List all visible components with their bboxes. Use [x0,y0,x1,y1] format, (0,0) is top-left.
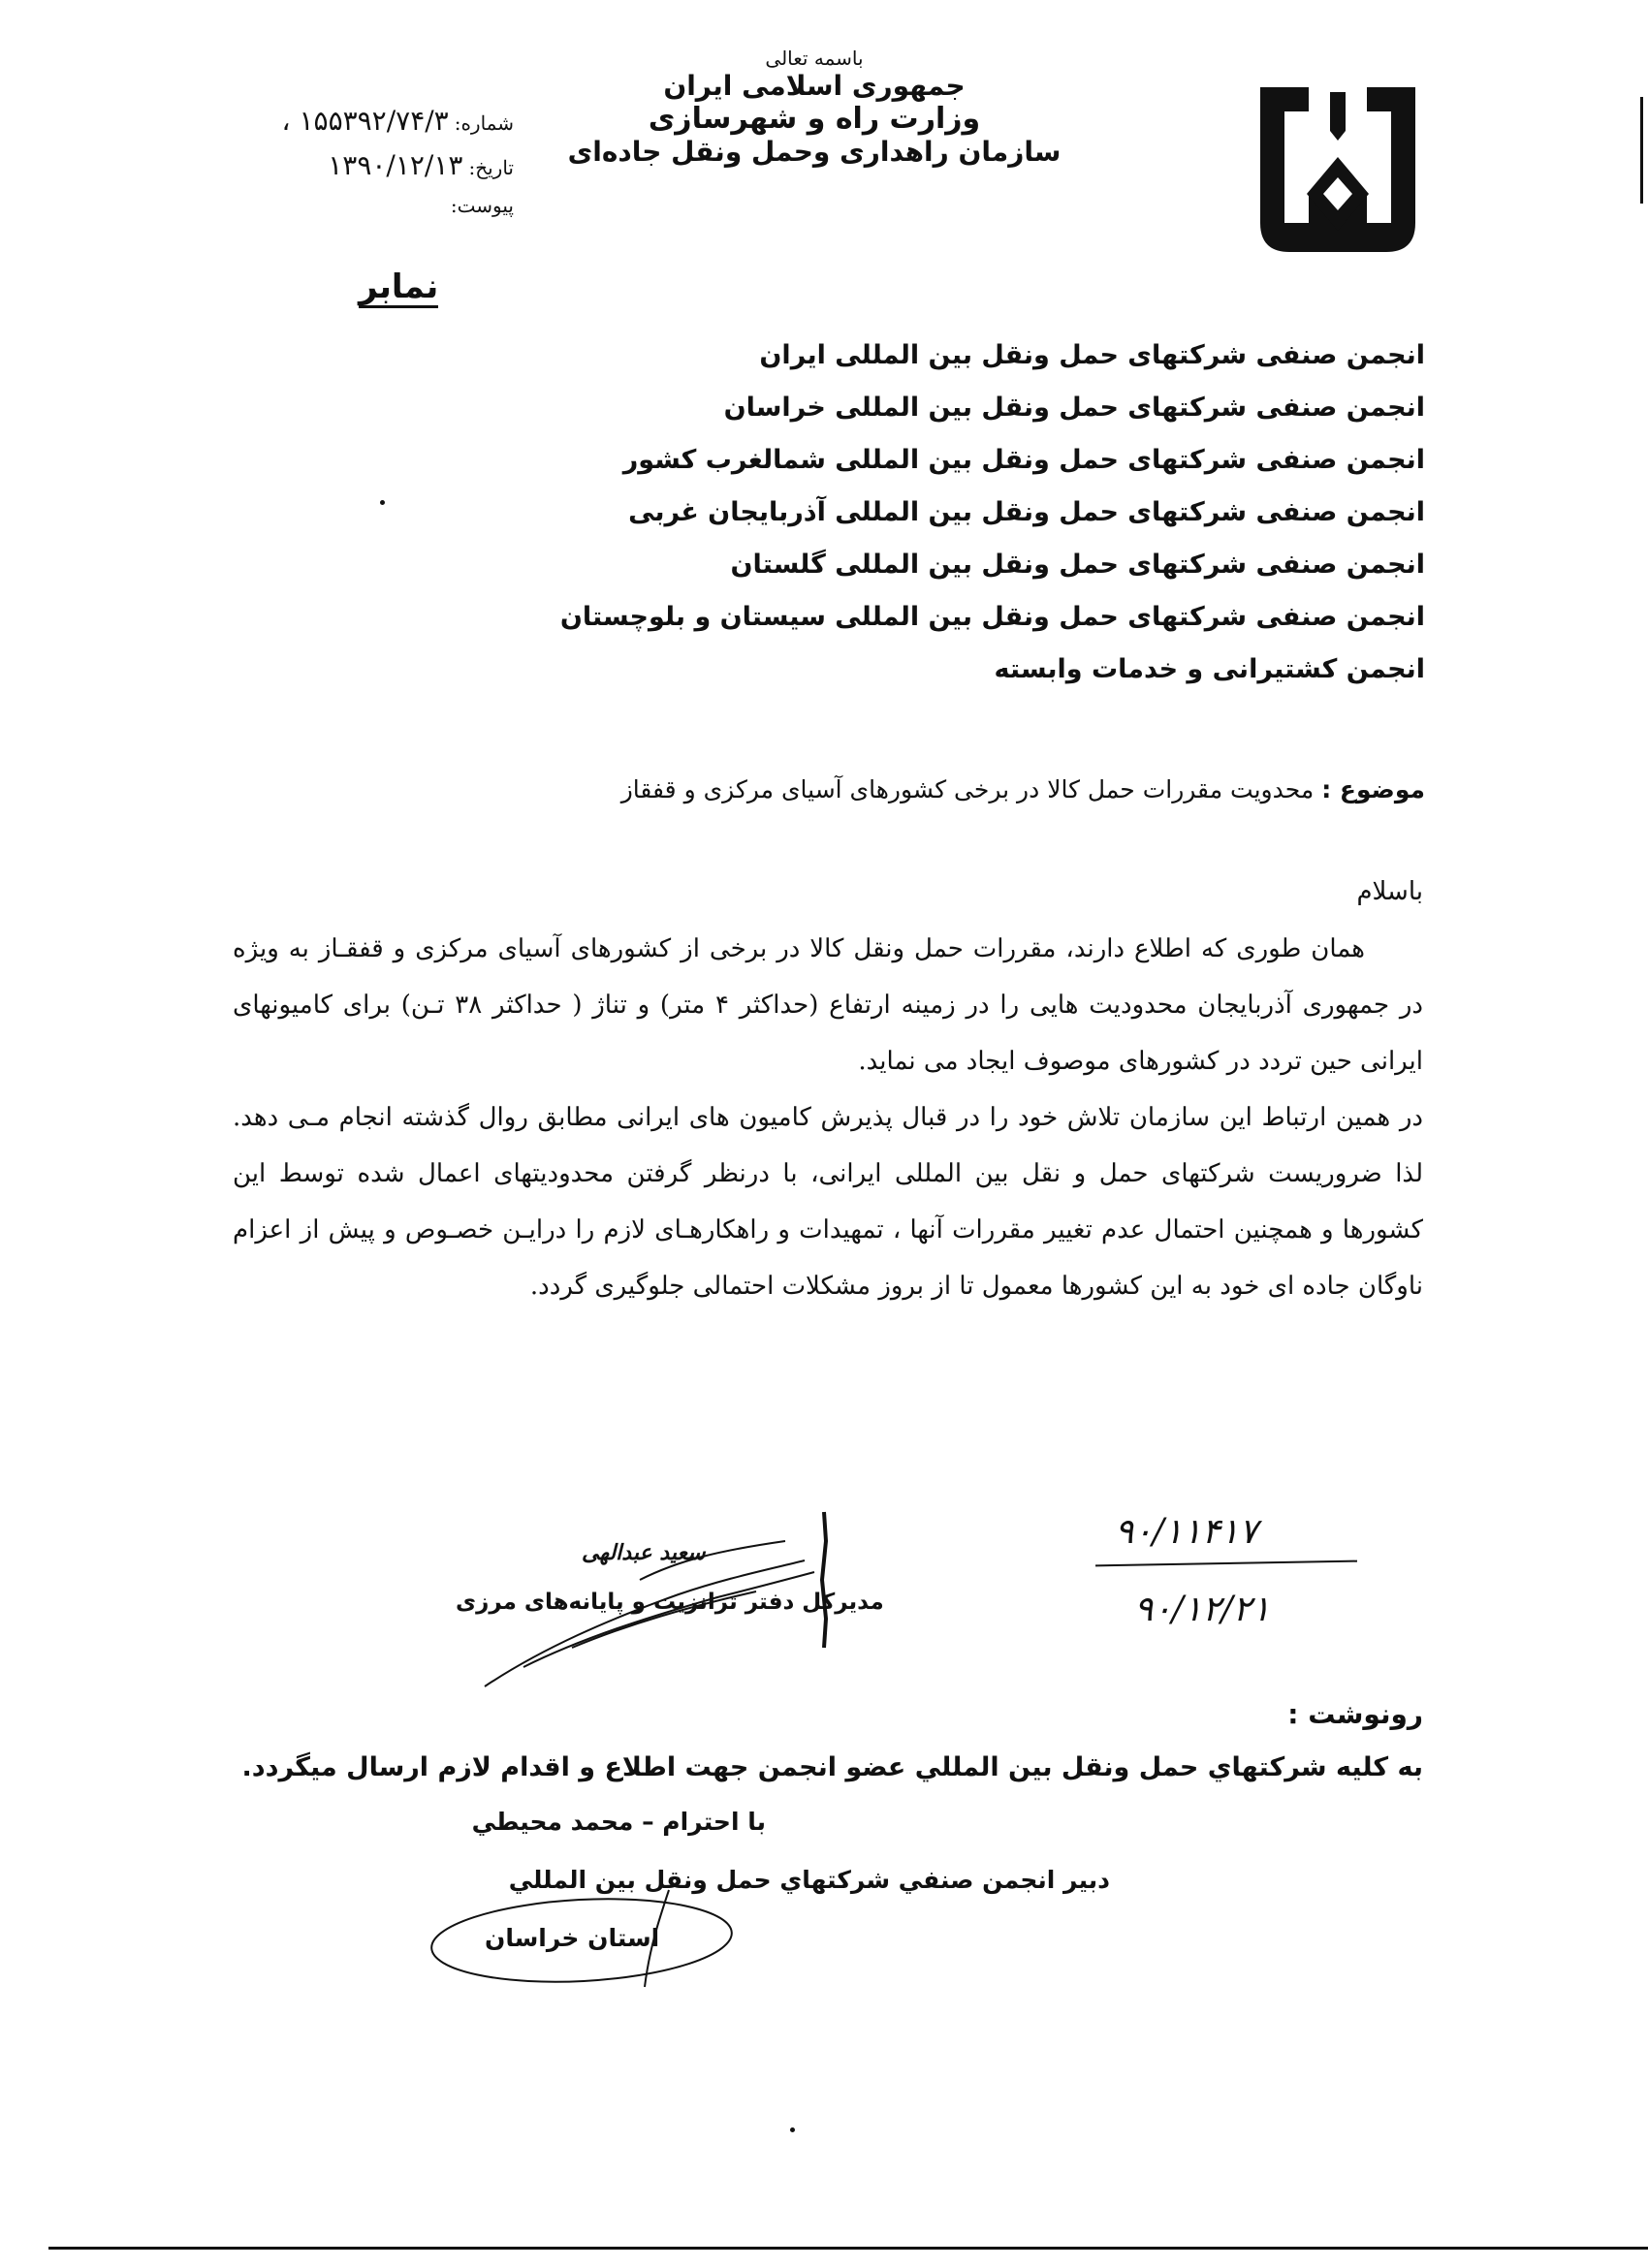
country-name: جمهوری اسلامی ایران [663,70,966,102]
recipient-item: انجمن صنفی شرکتهای حمل ونقل بین المللی گلستان [730,550,1425,580]
letter-body [233,921,1423,1314]
ministry-name: وزارت راه و شهرسازی [648,102,981,136]
regards-line: با احترام – محمد محيطي [471,1808,766,1836]
greeting: باسلام [1356,877,1423,906]
page-bottom-rule [48,2247,1648,2250]
handwritten-date: ۹۰/۱۲/۲۱ [1134,1590,1271,1629]
recipient-item: انجمن صنفی شرکتهای حمل ونقل بین المللی ایران [759,340,1425,370]
date-value: ۱۳۹۰/۱۲/۱۳ [328,149,463,181]
handwritten-divider [1095,1560,1357,1567]
letterhead [543,47,1086,168]
recipient-list [359,330,1425,696]
edge-mark [1640,97,1643,204]
handwritten-registration: ۹۰/۱۱۴۱۷ [1115,1512,1258,1552]
number-label: شماره: [454,111,514,135]
copy-label: رونوشت : [1287,1698,1423,1730]
subject-line [262,775,1425,803]
body-paragraph-1: همان طوری که اطلاع دارند، مقررات حمل ونقل کالا در برخی از کشورهای آسیای مرکزی و قفقـاز به ویژه در جمهوری آذربایجان محدودیت هایی را در زمینه ارتفاع (حداکثر ۴ متر) و تناژ ( حداکثر ۳۸ تـن) برای کامیونهای ایرانی حین تردد در کشورهای موصوف ایجاد می نماید. [233,934,1423,1076]
recipient-item: انجمن صنفی شرکتهای حمل ونقل بین المللی شمالغرب کشور [622,445,1425,475]
date-label: تاریخ: [468,156,514,179]
number-value: ۱۵۵۳۹۲/۷۴/۳ ، [281,105,449,137]
body-paragraph-2: در همین ارتباط این سازمان تلاش خود را در قبال پذیرش کامیون های ایرانی مطابق روال گذشته انجام مـی دهد. لذا ضروریست شرکتهای حمل و نقل بین المللی ایرانی، با درنظر گرفتن محدودیتهای اعمال شده توسط این کشورها و همچنین احتمال عدم تغییر مقررات آنها ، تمهیدات و راهکارهـای لازم را درایـن خصـوص و پیش از اعزام ناوگان جاده ای خود به این کشورها معمول تا از بروز مشکلات احتمالی جلوگیری گردد. [233,1103,1423,1301]
secretary-title: دبير انجمن صنفي شركتهاي حمل ونقل بين المللي [508,1866,1110,1894]
document-type: نمابر [359,269,438,308]
bismillah: باسمه تعالی [765,47,864,70]
recipient-item: انجمن صنفی شرکتهای حمل ونقل بین المللی خراسان [723,393,1425,423]
attachment-label: پیوست: [450,194,514,217]
document-meta [194,105,514,238]
recipient-item: انجمن صنفی شرکتهای حمل ونقل بین المللی آذربایجان غربی [628,497,1425,527]
road-organization-logo-icon [1251,78,1425,262]
speck [380,500,385,505]
recipient-item: انجمن کشتیرانی و خدمات وابسته [994,654,1425,684]
signatory-name: سعید عبدالهی [582,1541,706,1565]
organization-name: سازمان راهداری وحمل ونقل جاده‌ای [567,136,1062,168]
copy-text: به كليه شركتهاي حمل ونقل بين المللي عضو انجمن جهت اطلاع و اقدام لازم ارسال ميگردد. [241,1752,1423,1782]
signatory-title: مدیرکل دفتر ترانزیت و پایانه‌های مرزی [456,1590,884,1615]
speck [790,2127,795,2132]
subject-label: موضوع : [1321,775,1425,803]
recipient-item: انجمن صنفی شرکتهای حمل ونقل بین المللی سیستان و بلوچستان [559,602,1425,632]
subject-text: محدویت مقررات حمل کالا در برخی کشورهای آسیای مرکزی و قفقاز [620,775,1315,803]
province-name: استان خراسان [485,1924,660,1952]
